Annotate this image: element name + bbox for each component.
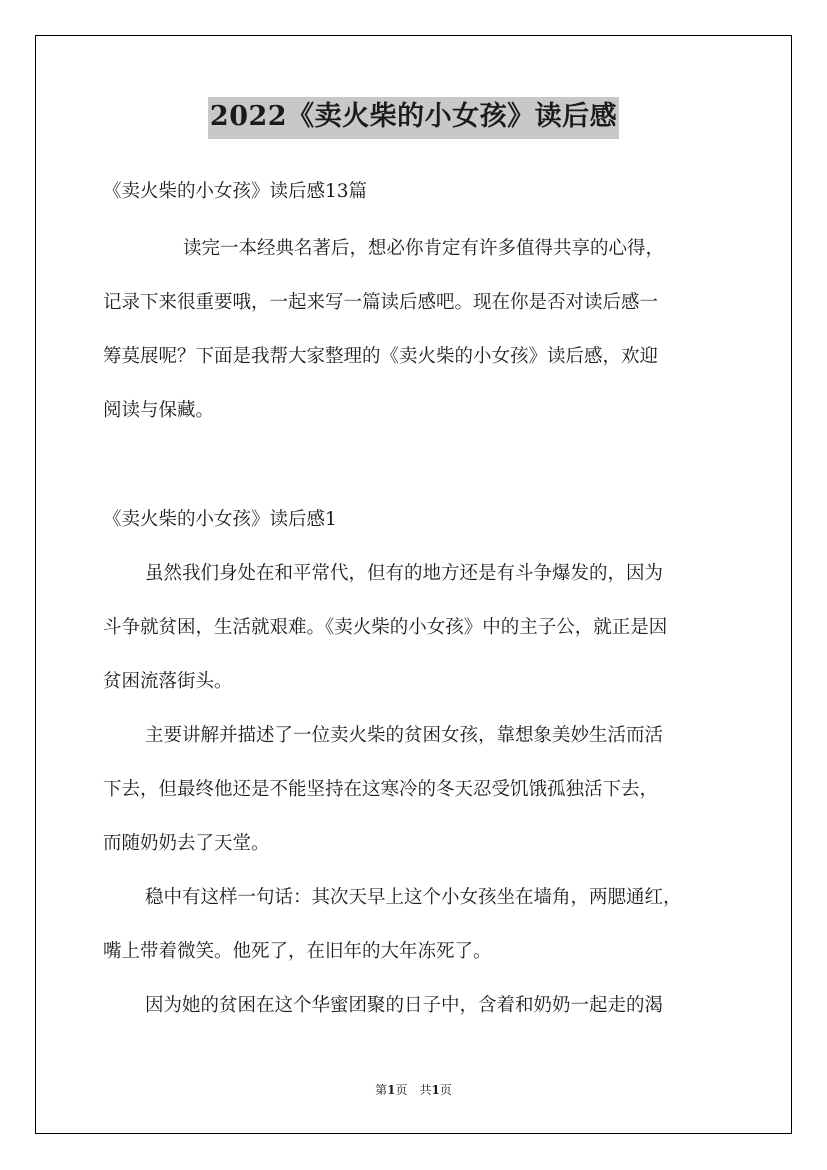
body-line: 稳中有这样一句话：其次天早上这个小女孩坐在墙角，两腮通红， (145, 887, 682, 908)
body-line: 而随奶奶去了天堂。 (103, 833, 270, 854)
body-line: 下去，但最终他还是不能坚持在这寒冷的冬天忍受饥饿孤独活下去， (103, 779, 659, 800)
document-title: 2022《卖火柴的小女孩》读后感 (208, 97, 619, 139)
document-subtitle: 《卖火柴的小女孩》读后感13篇 (103, 181, 368, 202)
footer-label: 页 (439, 1083, 452, 1097)
page-footer (0, 1082, 827, 1098)
footer-total-pages: 1 (431, 1083, 440, 1097)
footer-page-number: 1 (387, 1083, 396, 1097)
body-line: 斗争就贫困，生活就艰难。《卖火柴的小女孩》中的主子公，就正是因 (103, 617, 668, 638)
footer-label: 第 (375, 1083, 388, 1097)
body-line: 主要讲解并描述了一位卖火柴的贫困女孩，靠想象美妙生活而活 (145, 725, 664, 746)
body-line: 贫困流落街头。 (103, 671, 233, 692)
body-line: 因为她的贫困在这个华蜜团聚的日子中，含着和奶奶一起走的渴 (145, 995, 664, 1016)
footer-label: 页 共 (395, 1083, 432, 1097)
intro-line: 筹莫展呢？下面是我帮大家整理的《卖火柴的小女孩》读后感，欢迎 (103, 346, 659, 367)
section-heading: 《卖火柴的小女孩》读后感1 (103, 509, 337, 530)
intro-line: 读完一本经典名著后，想必你肯定有许多值得共享的心得， (183, 238, 665, 259)
intro-line: 阅读与保藏。 (103, 400, 215, 421)
intro-line: 记录下来很重要哦，一起来写一篇读后感吧。现在你是否对读后感一 (103, 292, 659, 313)
body-line: 虽然我们身处在和平常代，但有的地方还是有斗争爆发的，因为 (145, 563, 664, 584)
body-line: 嘴上带着微笑。他死了，在旧年的大年冻死了。 (103, 941, 492, 962)
